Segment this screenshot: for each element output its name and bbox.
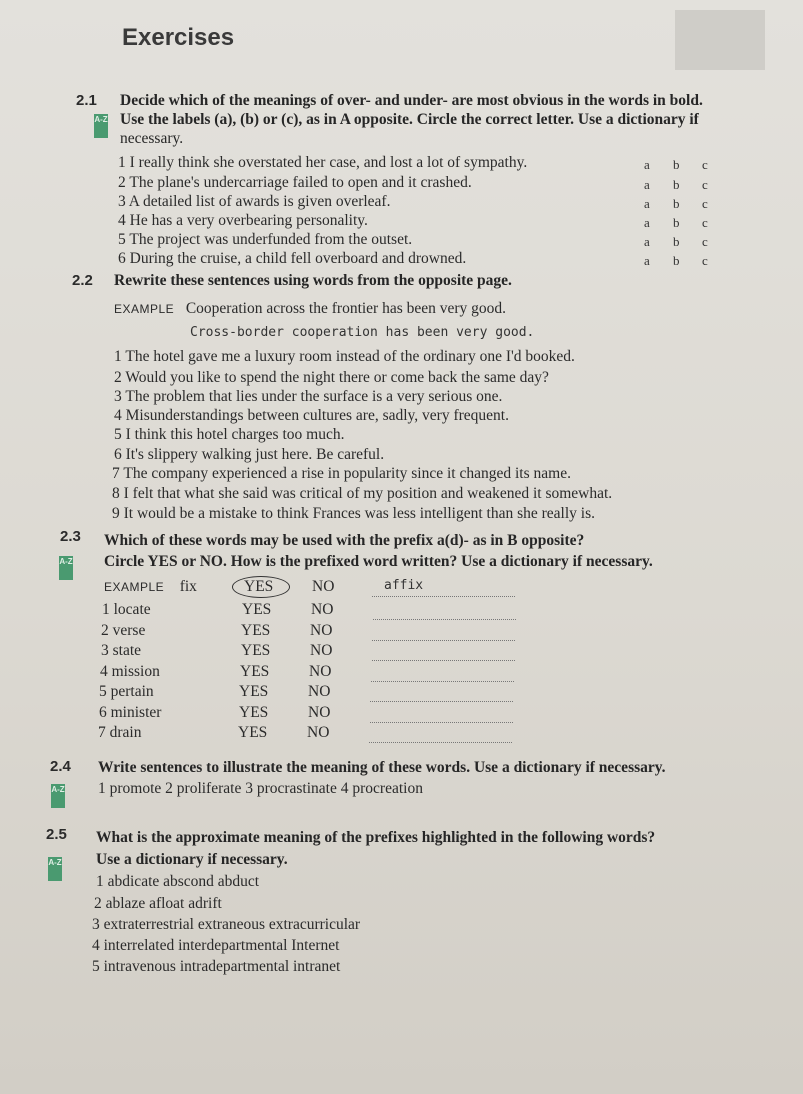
answer-letter-option[interactable]: b xyxy=(673,157,680,172)
exercise-2-3-instruction: Which of these words may be used with the prefix a(d)- as in B opposite? Circle YES or NO. How is the prefixed word written? Use a dictionary if necessary. xyxy=(104,532,653,570)
ex25-item: 4 interrelated interdepartmental Internet xyxy=(92,937,340,954)
ex23-word: 4 mission xyxy=(100,663,160,680)
answer-letter-option[interactable]: c xyxy=(702,253,708,268)
no-option[interactable]: NO xyxy=(310,622,333,639)
exercise-2-4-number: 2.4 xyxy=(50,758,71,775)
show-through-block xyxy=(675,10,765,70)
ex22-item: 7 The company experienced a rise in popularity since it changed its name. xyxy=(112,465,571,482)
exercise-2-1-instruction: Decide which of the meanings of over- and under- are most obvious in the words in bold. Use the labels (a), (b) or (c), as in A opposite. Circle the correct letter. Use a dictionary if necessary. xyxy=(120,92,703,147)
answer-line[interactable] xyxy=(369,742,512,743)
no-option[interactable]: NO xyxy=(308,704,331,721)
answer-line[interactable] xyxy=(373,619,516,620)
ex22-example: EXAMPLE Cooperation across the frontier has been very good. xyxy=(114,300,507,317)
answer-letter-option[interactable]: b xyxy=(673,234,680,249)
ex23-word: 1 locate xyxy=(102,601,151,618)
answer-line[interactable] xyxy=(371,681,514,682)
answer-letter-option[interactable]: a xyxy=(644,234,650,249)
ex22-example-answer: Cross-border cooperation has been very good. xyxy=(190,325,535,340)
exercise-2-3-number: 2.3 xyxy=(60,528,81,545)
ex24-items: 1 promote 2 proliferate 3 procrastinate 4 procreation xyxy=(98,780,423,797)
answer-letter-option[interactable]: a xyxy=(644,177,650,192)
answer-letter-option[interactable]: c xyxy=(702,157,708,172)
ex22-item: 4 Misunderstandings between cultures are, sadly, very frequent. xyxy=(114,407,509,424)
yes-option[interactable]: YES xyxy=(240,663,270,680)
no-option[interactable]: NO xyxy=(310,642,333,659)
answer-letter-option[interactable]: c xyxy=(702,215,708,230)
yes-option[interactable]: YES xyxy=(238,724,268,741)
answer-letter-option[interactable]: a xyxy=(644,215,650,230)
answer-line[interactable] xyxy=(372,660,515,661)
answer-line xyxy=(372,596,515,597)
answer-line[interactable] xyxy=(372,640,515,641)
ex22-item: 5 I think this hotel charges too much. xyxy=(114,426,345,443)
no-option[interactable]: NO xyxy=(311,601,334,618)
ex23-word: 3 state xyxy=(101,642,142,659)
dictionary-icon: A-Z xyxy=(48,857,62,881)
dictionary-icon: A-Z xyxy=(51,784,65,808)
ex22-item: 6 It's slippery walking just here. Be careful. xyxy=(114,446,385,463)
ex23-example-answer: affix xyxy=(384,578,424,593)
ex25-item: 1 abdicate abscond abduct xyxy=(96,873,260,890)
answer-letter-option[interactable]: b xyxy=(673,215,680,230)
yes-option[interactable]: YES xyxy=(241,622,271,639)
answer-letter-option[interactable]: c xyxy=(702,177,708,192)
ex23-word: 6 minister xyxy=(99,704,162,721)
ex25-item: 2 ablaze afloat adrift xyxy=(94,895,222,912)
yes-option[interactable]: YES xyxy=(242,601,272,618)
ex23-example-no: NO xyxy=(312,578,335,595)
yes-option[interactable]: YES xyxy=(239,704,269,721)
answer-letter-option[interactable]: c xyxy=(702,234,708,249)
ex21-item: 4 He has a very overbearing personality. xyxy=(118,212,368,229)
no-option[interactable]: NO xyxy=(309,663,332,680)
exercise-2-2-instruction: Rewrite these sentences using words from the opposite page. xyxy=(114,272,512,289)
ex21-item: 1 I really think she overstated her case, and lost a lot of sympathy. xyxy=(118,154,528,171)
ex21-item: 3 A detailed list of awards is given overleaf. xyxy=(118,193,391,210)
ex25-item: 5 intravenous intradepartmental intranet xyxy=(92,958,341,975)
ex21-item: 2 The plane's undercarriage failed to open and it crashed. xyxy=(118,174,472,191)
yes-option[interactable]: YES xyxy=(241,642,271,659)
answer-letter-option[interactable]: b xyxy=(673,177,680,192)
ex23-word: 2 verse xyxy=(101,622,146,639)
ex22-item: 3 The problem that lies under the surface is a very serious one. xyxy=(114,388,503,405)
answer-letter-option[interactable]: b xyxy=(673,253,680,268)
answer-letter-option[interactable]: a xyxy=(644,253,650,268)
page-title: Exercises xyxy=(122,24,235,51)
ex23-word: 5 pertain xyxy=(99,683,154,700)
answer-letter-option[interactable]: b xyxy=(673,196,680,211)
exercise-2-5-number: 2.5 xyxy=(46,826,67,843)
no-option[interactable]: NO xyxy=(307,724,330,741)
yes-option[interactable]: YES xyxy=(239,683,269,700)
exercise-2-2-number: 2.2 xyxy=(72,272,93,289)
ex22-item: 2 Would you like to spend the night there or come back the same day? xyxy=(114,369,549,386)
ex23-example: EXAMPLE fix xyxy=(104,578,197,595)
answer-line[interactable] xyxy=(370,722,513,723)
answer-line[interactable] xyxy=(370,701,513,702)
ex21-item: 5 The project was underfunded from the outset. xyxy=(118,231,413,248)
no-option[interactable]: NO xyxy=(308,683,331,700)
answer-letter-option[interactable]: a xyxy=(644,196,650,211)
ex22-item: 9 It would be a mistake to think Frances was less intelligent than she really is. xyxy=(112,505,595,522)
ex22-item: 1 The hotel gave me a luxury room instead of the ordinary one I'd booked. xyxy=(114,348,575,365)
dictionary-icon: A-Z xyxy=(59,556,73,580)
ex21-item: 6 During the cruise, a child fell overboard and drowned. xyxy=(118,250,467,267)
exercise-2-5-instruction: What is the approximate meaning of the prefixes highlighted in the following words? Use a dictionary if necessary. xyxy=(96,829,656,868)
answer-letter-option[interactable]: a xyxy=(644,157,650,172)
ex23-example-yes: YES xyxy=(244,578,274,595)
ex23-word: 7 drain xyxy=(98,724,142,741)
exercise-2-1-number: 2.1 xyxy=(76,92,97,109)
exercise-2-4-instruction: Write sentences to illustrate the meaning of these words. Use a dictionary if necessary. xyxy=(98,759,666,776)
ex25-item: 3 extraterrestrial extraneous extracurricular xyxy=(92,916,361,933)
answer-letter-option[interactable]: c xyxy=(702,196,708,211)
ex22-item: 8 I felt that what she said was critical of my position and weakened it somewhat. xyxy=(112,485,613,502)
dictionary-icon: A-Z xyxy=(94,114,108,138)
